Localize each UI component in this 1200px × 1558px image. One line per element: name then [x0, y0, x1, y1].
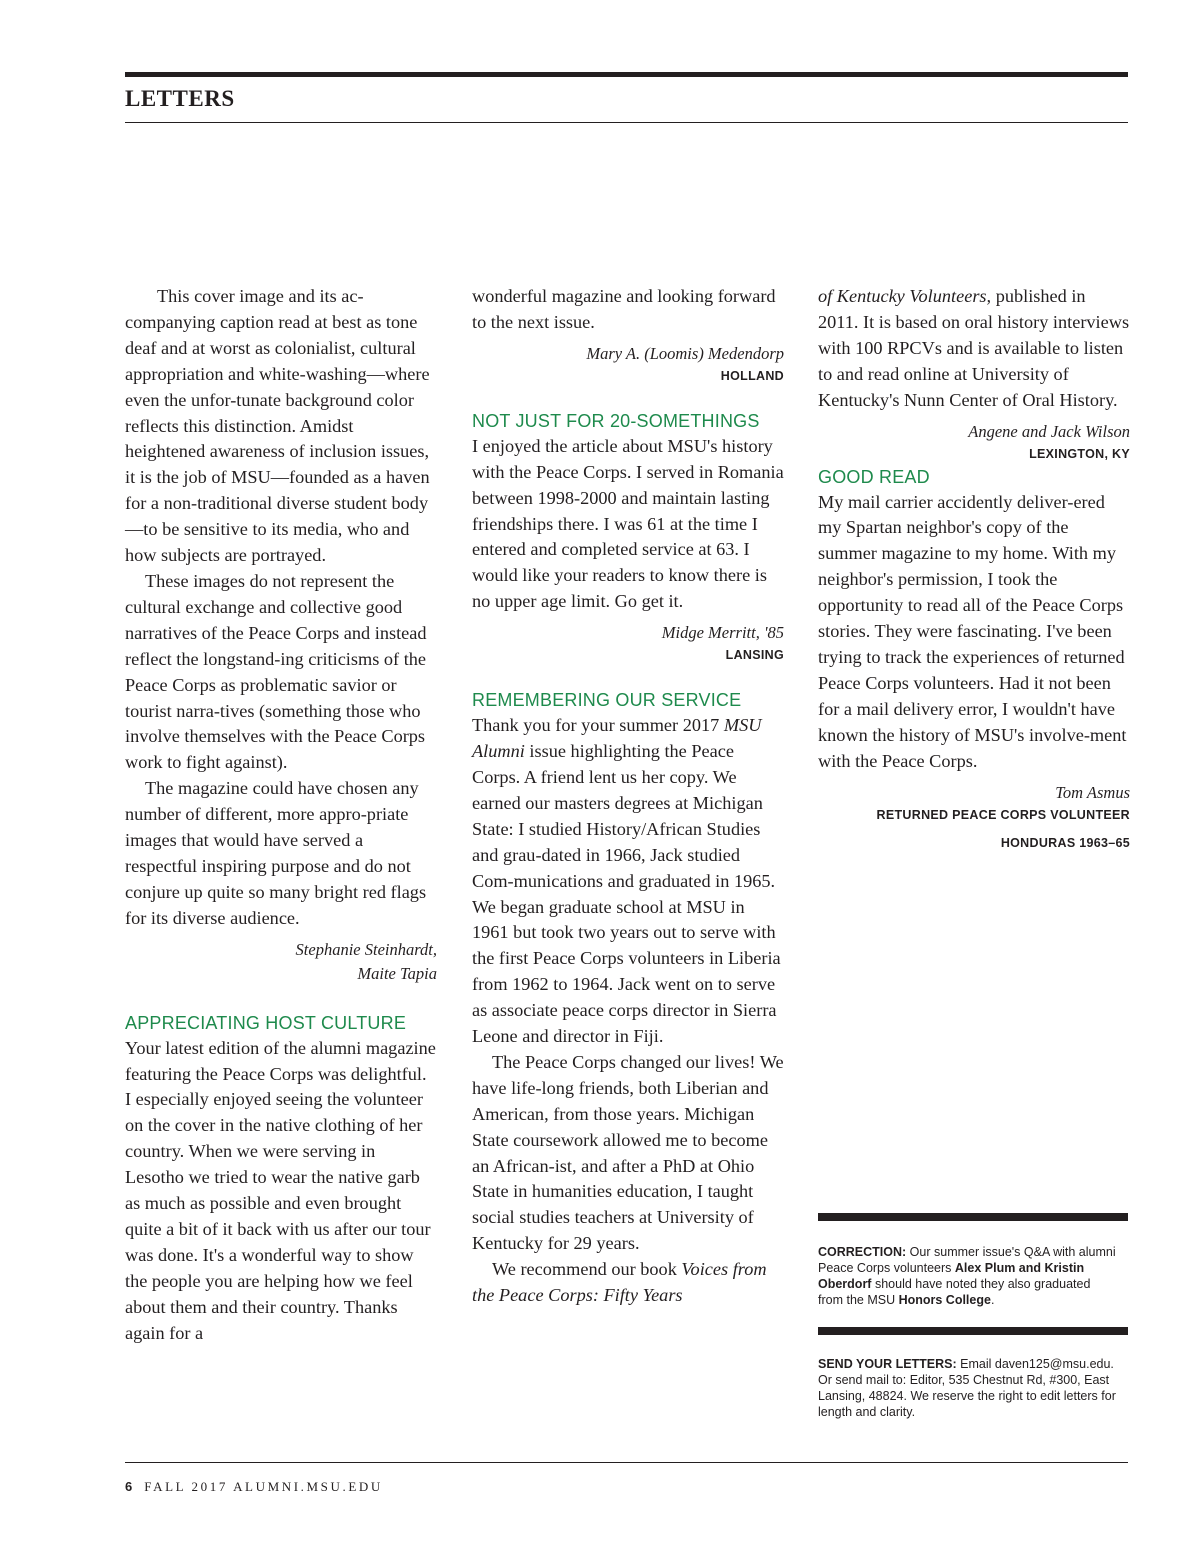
letter-20-somethings-text: I enjoyed the article about MSU's history with the Peace Corps. I served in Romania between 1998-2000 and maintain lasting friendships there. I was 61 at the time I entered and completed service at 63. I would like your readers to know there is no upper age limit. Go get it. — [472, 435, 784, 612]
location-lexington: LEXINGTON, KY — [1029, 446, 1130, 461]
letter-host-culture-continued: wonderful magazine and looking forward to the next issue. — [472, 286, 776, 332]
book-title-continued: of Kentucky Volunteers, — [818, 286, 992, 306]
footer-issue: FALL 2017 ALUMNI.MSU.EDU — [144, 1479, 383, 1494]
location-holland: HOLLAND — [720, 368, 784, 383]
letter-service-continued: of Kentucky Volunteers, published in 2011. It is based on oral history interviews with 100 RPCVs and is available to listen to and read online at University of Kentucky's Nunn Center of Oral History. — [818, 286, 1130, 410]
correction-rule — [818, 1213, 1128, 1221]
book-title: Voices from the Peace Corps: Fifty Years — [472, 1259, 767, 1306]
footer-rule — [125, 1462, 1128, 1463]
column-1 — [125, 284, 437, 1347]
correction-college: Honors College — [898, 1293, 991, 1307]
signature-steinhardt — [125, 938, 437, 986]
letter-good-read-text: My mail carrier accidently deliver-ered my Spartan neighbor's copy of the summer magazine to my home. With my neighbor's permission, I took the opportunity to read all of the Peace Corps stories. They were fascinating. I've been trying to track the experiences of returned Peace Corps volunteers. Had it not been for a mail delivery error, I wouldn't have known the history of MSU's involve-ment with the Peace Corps. — [818, 491, 1127, 771]
heading-good-read: GOOD READ — [818, 466, 930, 487]
correction-label: CORRECTION: — [818, 1245, 907, 1259]
signature-line-1: Stephanie Steinhardt, — [295, 939, 437, 959]
page-number: 6 — [125, 1479, 133, 1494]
header-divider — [125, 122, 1128, 123]
letter-service-p1: Thank you for your summer 2017 MSU Alumni issue highlighting the Peace Corps. A friend lent us her copy. We earned our masters degrees at Michigan State: I studied History/African Studies and grau-dated in 1966, Jack studied Com-munications and graduated in 1965. We began graduate school at MSU in 1961 but took two years out to serve with the first Peace Corps volunteers in Liberia from 1962 to 1964. Jack went on to serve as associate peace corps director in Sierra Leone and director in Fiji. — [472, 715, 781, 1047]
correction-note: CORRECTION: Our summer issue's Q&A with alumni Peace Corps volunteers Alex Plum and Kristin Oberdorf should have noted they also graduated from the MSU Honors College. — [818, 1245, 1116, 1307]
letter-host-culture-text: Your latest edition of the alumni magazine featuring the Peace Corps was delightful. I especially enjoyed seeing the volunteer on the cover in the native clothing of her country. When we were serving in Lesotho we tried to wear the native garb as much as possible and even brought quite a bit of it back with us after our tour was done. It's a wonderful way to show the people you are helping how we feel about them and their country. Thanks again for a — [125, 1037, 436, 1343]
heading-our-service: REMEMBERING OUR SERVICE — [472, 690, 742, 711]
section-title: LETTERS — [125, 86, 235, 111]
signature-line-2: Maite Tapia — [357, 963, 437, 983]
signature-medendorp: Mary A. (Loomis) Medendorp — [586, 343, 784, 363]
send-letters-rule — [818, 1327, 1128, 1335]
signature-wilson: Angene and Jack Wilson — [968, 421, 1130, 441]
column-2 — [472, 284, 784, 1309]
send-letters-label: SEND YOUR LETTERS: — [818, 1357, 957, 1371]
signature-asmus: Tom Asmus — [1055, 782, 1130, 802]
heading-20-somethings: NOT JUST FOR 20-SOMETHINGS — [472, 410, 760, 431]
letter-service-p3: We recommend our book Voices from the Peace Corps: Fifty Years — [472, 1259, 767, 1306]
letter-steinhardt-p2: These images do not represent the cultural exchange and collective good narratives of the Peace Corps and instead reflect the longstand-ing criticisms of the Peace Corps as problematic savior or tourist narra-tives (something those who involve themselves with the Peace Corps work to fight against). — [125, 570, 427, 773]
signature-merritt: Midge Merritt, '85 — [661, 623, 784, 643]
letter-service-p2: The Peace Corps changed our lives! We have life-long friends, both Liberian and American, from those years. Michigan State coursework allowed me to become an African-ist, and after a PhD at Ohio State in humanities education, I taught social studies teachers at University of Kentucky for 29 years. — [472, 1051, 784, 1254]
affiliation-asmus: RETURNED PEACE CORPS VOLUNTEER — [876, 807, 1130, 822]
heading-host-culture: APPRECIATING HOST CULTURE — [125, 1012, 407, 1033]
footer — [125, 1479, 383, 1495]
letter-steinhardt-p1: This cover image and its ac-companying caption read at best as tone deaf and at worst as colonialist, cultural appropriation and white-washing—where even the unfor-tunate background color reflects this distinction. Amidst heightened awareness of inclusion issues, it is the job of MSU—founded as a haven for a non-traditional diverse student body—to be sensitive to its media, who and how subjects are portrayed. — [125, 286, 430, 566]
header-top-rule — [125, 72, 1128, 77]
location-lansing: LANSING — [725, 648, 784, 663]
correction-names: Alex Plum and Kristin Oberdorf — [818, 1261, 1085, 1291]
letter-steinhardt-p3: The magazine could have chosen any number of different, more appro-priate images that would have served a respectful inspiring purpose and do not conjure up quite so many bright red flags for its diverse audience. — [125, 778, 427, 928]
send-letters-note: SEND YOUR LETTERS: Email daven125@msu.edu. Or send mail to: Editor, 535 Chestnut Rd, #300, East Lansing, 48824. We reserve the right to edit letters for length and clarity. — [818, 1357, 1116, 1419]
column-3 — [818, 284, 1130, 853]
service-years-asmus: HONDURAS 1963–65 — [1000, 835, 1130, 850]
magazine-title: MSU Alumni — [472, 715, 762, 762]
